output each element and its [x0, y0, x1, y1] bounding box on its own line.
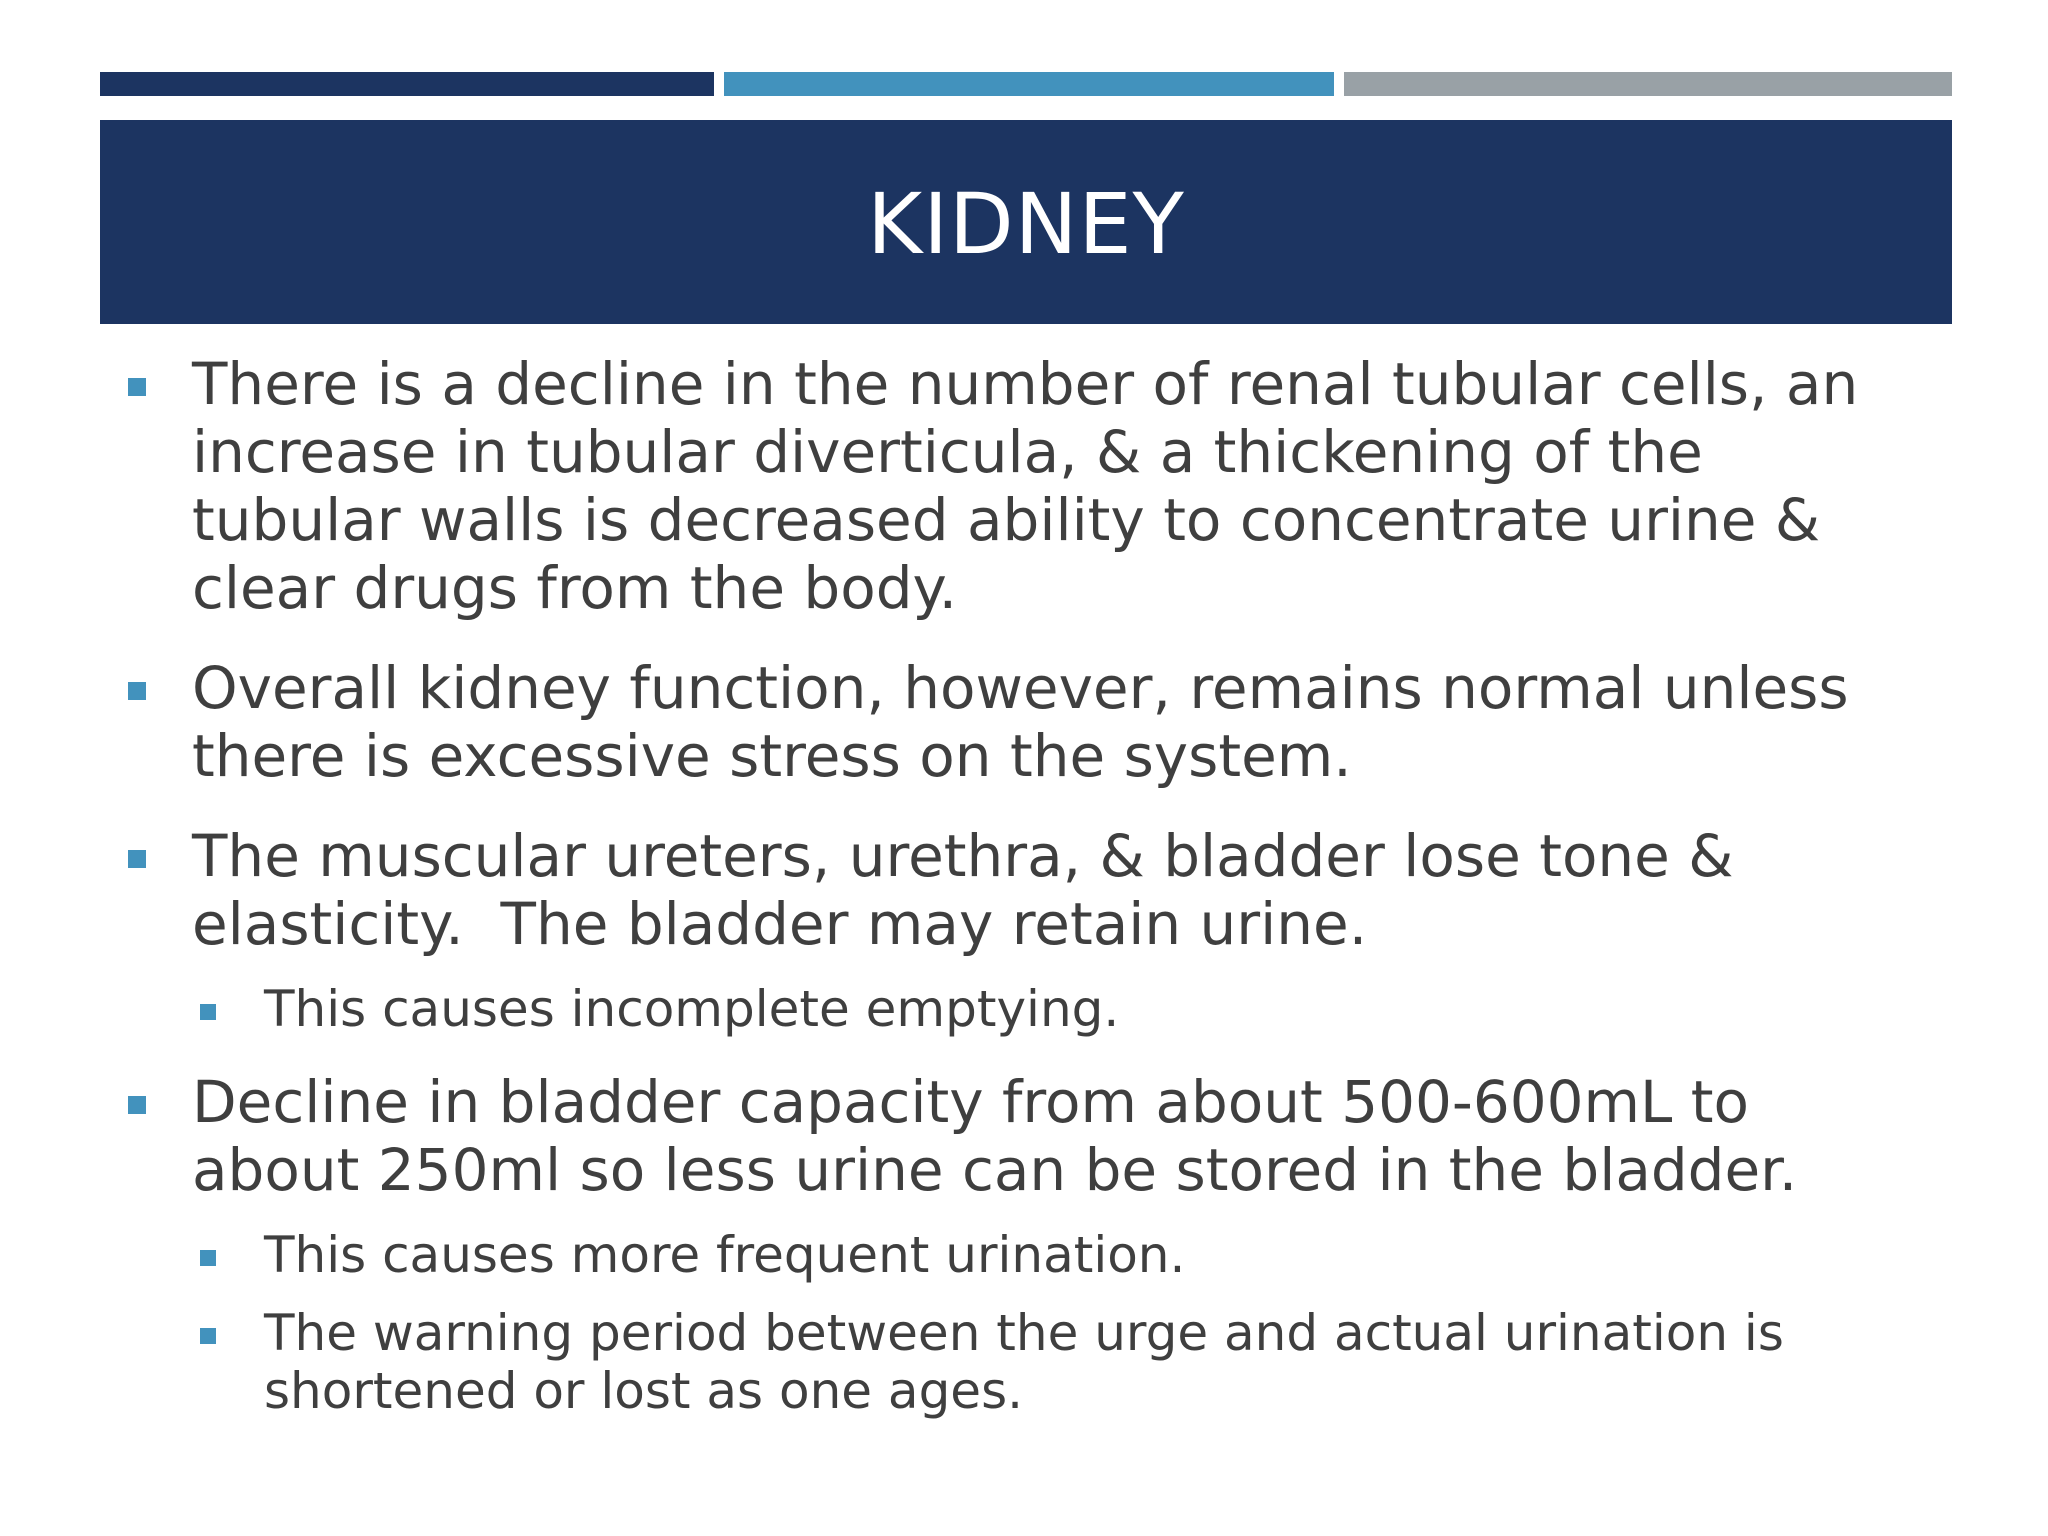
- sub-bullet-text: This causes more frequent urination.: [264, 1226, 1186, 1284]
- accent-strip-navy: [100, 72, 714, 96]
- square-bullet-icon: [200, 1328, 216, 1344]
- bullet-item: [124, 1068, 1914, 1204]
- sub-bullet-item: [124, 1304, 1914, 1420]
- bullet-list: [124, 350, 1914, 1450]
- bullet-text: Decline in bladder capacity from about 500-600mL to about 250ml so less urine can be stored in the bladder.: [192, 1068, 1798, 1204]
- accent-strip-blue: [724, 72, 1334, 96]
- slide-title: KIDNEY: [867, 175, 1185, 273]
- bullet-item: [124, 350, 1914, 622]
- title-band: [100, 120, 1952, 324]
- sub-bullet-item: [124, 1226, 1914, 1284]
- square-bullet-icon: [128, 850, 146, 868]
- square-bullet-icon: [200, 1004, 216, 1020]
- bullet-text: The muscular ureters, urethra, & bladder lose tone & elasticity. The bladder may retain urine.: [192, 822, 1752, 958]
- square-bullet-icon: [128, 378, 146, 396]
- bullet-text: There is a decline in the number of renal tubular cells, an increase in tubular diverticula, & a thickening of the tubular walls is decreased ability to concentrate urine & clear drugs from the body.: [192, 350, 1859, 622]
- sub-bullet-text: This causes incomplete emptying.: [264, 980, 1120, 1038]
- square-bullet-icon: [128, 682, 146, 700]
- bullet-item: [124, 654, 1914, 790]
- sub-bullet-text: The warning period between the urge and actual urination is shortened or lost as one ages.: [264, 1304, 1784, 1420]
- bullet-text: Overall kidney function, however, remains normal unless there is excessive stress on the system.: [192, 654, 1849, 790]
- bullet-item: [124, 822, 1914, 958]
- accent-strip-gray: [1344, 72, 1952, 96]
- sub-bullet-item: [124, 980, 1914, 1038]
- square-bullet-icon: [200, 1250, 216, 1266]
- square-bullet-icon: [128, 1096, 146, 1114]
